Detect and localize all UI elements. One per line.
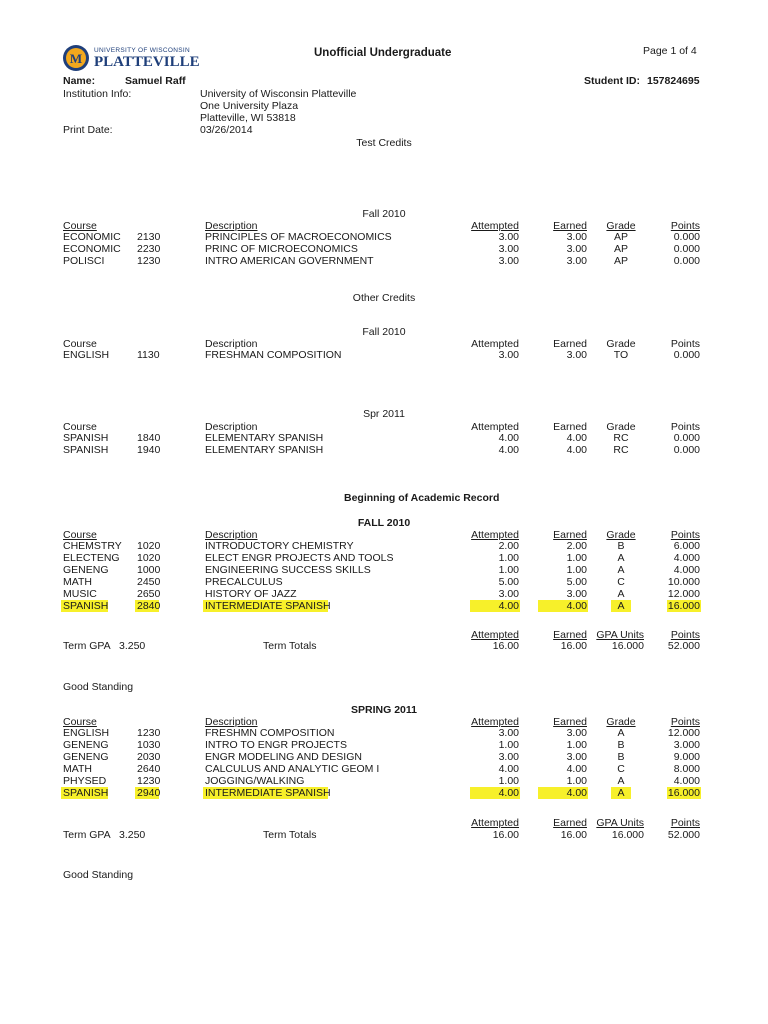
course-points: 10.000 <box>667 576 700 588</box>
totals-header-gpa-units: GPA Units <box>596 629 644 641</box>
course-description: HISTORY OF JAZZ <box>205 588 297 600</box>
course-points: 16.000 <box>667 600 700 612</box>
course-subject: ENGLISH <box>63 727 110 739</box>
course-attempted: 3.00 <box>498 751 519 763</box>
course-earned: 4.00 <box>566 444 587 456</box>
course-earned: 4.00 <box>566 787 587 799</box>
standing-status: Good Standing <box>63 869 134 881</box>
course-attempted: 1.00 <box>498 775 519 787</box>
course-attempted: 3.00 <box>498 243 519 255</box>
student-id-label: Student ID: <box>584 75 640 87</box>
logo-big-text: PLATTEVILLE <box>94 54 200 70</box>
course-points: 6.000 <box>673 540 700 552</box>
course-number: 2450 <box>137 576 161 588</box>
course-grade: RC <box>613 444 629 456</box>
course-subject: SPANISH <box>63 432 109 444</box>
course-attempted: 4.00 <box>498 600 519 612</box>
term-gpa-value: 3.250 <box>119 829 146 841</box>
total-gpa-units: 16.000 <box>611 829 644 841</box>
course-points: 0.000 <box>673 243 700 255</box>
course-description: INTERMEDIATE SPANISH <box>205 600 331 612</box>
course-number: 2650 <box>137 588 161 600</box>
course-earned: 3.00 <box>566 349 587 361</box>
course-points: 16.000 <box>667 787 700 799</box>
course-number: 1230 <box>137 727 161 739</box>
course-earned: 1.00 <box>566 775 587 787</box>
total-attempted: 16.00 <box>492 640 519 652</box>
course-description: INTRO TO ENGR PROJECTS <box>205 739 347 751</box>
course-description: FRESHMAN COMPOSITION <box>205 349 342 361</box>
term-label: FALL 2010 <box>357 517 411 529</box>
course-attempted: 3.00 <box>498 727 519 739</box>
course-earned: 4.00 <box>566 763 587 775</box>
course-subject: PHYSED <box>63 775 107 787</box>
course-attempted: 3.00 <box>498 588 519 600</box>
course-earned: 3.00 <box>566 727 587 739</box>
institution-city: Platteville, WI 53818 <box>200 112 296 124</box>
totals-header-points: Points <box>670 817 700 829</box>
standing-status: Good Standing <box>63 681 134 693</box>
course-description: ENGR MODELING AND DESIGN <box>205 751 362 763</box>
column-header-attempted: Attempted <box>471 529 519 541</box>
column-header-description: Description <box>205 421 258 433</box>
course-subject: MATH <box>63 576 92 588</box>
name-label: Name: <box>63 75 96 87</box>
course-earned: 3.00 <box>566 255 587 267</box>
column-header-course: Course <box>63 338 97 350</box>
course-grade: A <box>617 600 625 612</box>
total-points: 52.000 <box>667 640 700 652</box>
course-points: 0.000 <box>673 444 700 456</box>
column-header-points: Points <box>670 421 700 433</box>
column-header-points: Points <box>670 220 700 232</box>
course-attempted: 3.00 <box>498 255 519 267</box>
course-earned: 3.00 <box>566 588 587 600</box>
column-header-attempted: Attempted <box>471 338 519 350</box>
institution-label: Institution Info: <box>63 88 132 100</box>
course-grade: C <box>617 576 625 588</box>
course-number: 1940 <box>137 444 161 456</box>
course-number: 2940 <box>137 787 161 799</box>
student-name: Samuel Raff <box>125 75 186 87</box>
column-header-description: Description <box>205 529 258 541</box>
course-attempted: 4.00 <box>498 763 519 775</box>
course-points: 0.000 <box>673 432 700 444</box>
course-subject: SPANISH <box>63 600 109 612</box>
course-grade: RC <box>613 432 629 444</box>
course-description: ELECT ENGR PROJECTS AND TOOLS <box>205 552 394 564</box>
column-header-earned: Earned <box>553 338 587 350</box>
column-header-description: Description <box>205 220 258 232</box>
totals-header-attempted: Attempted <box>471 629 519 641</box>
course-earned: 3.00 <box>566 243 587 255</box>
column-header-description: Description <box>205 338 258 350</box>
column-header-course: Course <box>63 529 97 541</box>
course-points: 0.000 <box>673 231 700 243</box>
course-subject: SPANISH <box>63 444 109 456</box>
column-header-attempted: Attempted <box>471 716 519 728</box>
course-subject: CHEMSTRY <box>63 540 122 552</box>
course-earned: 4.00 <box>566 432 587 444</box>
course-points: 12.000 <box>667 727 700 739</box>
section-heading-test-credits: Test Credits <box>356 137 412 149</box>
column-header-earned: Earned <box>553 220 587 232</box>
course-attempted: 4.00 <box>498 444 519 456</box>
course-attempted: 1.00 <box>498 552 519 564</box>
course-grade: AP <box>613 231 628 243</box>
course-subject: GENENG <box>63 751 109 763</box>
course-earned: 1.00 <box>566 552 587 564</box>
course-grade: C <box>617 763 625 775</box>
totals-header-gpa-units: GPA Units <box>596 817 644 829</box>
course-points: 0.000 <box>673 255 700 267</box>
column-header-points: Points <box>670 338 700 350</box>
column-header-earned: Earned <box>553 716 587 728</box>
column-header-grade: Grade <box>606 421 636 433</box>
course-grade: TO <box>613 349 629 361</box>
course-grade: AP <box>613 243 628 255</box>
term-gpa-value: 3.250 <box>119 640 146 652</box>
column-header-grade: Grade <box>606 338 636 350</box>
total-attempted: 16.00 <box>492 829 519 841</box>
course-number: 2130 <box>137 231 161 243</box>
section-heading-academic-record: Beginning of Academic Record <box>344 492 500 504</box>
course-grade: B <box>617 540 625 552</box>
course-description: PRINCIPLES OF MACROECONOMICS <box>205 231 392 243</box>
totals-header-earned: Earned <box>553 629 587 641</box>
totals-header-earned: Earned <box>553 817 587 829</box>
column-header-earned: Earned <box>553 421 587 433</box>
total-earned: 16.00 <box>560 640 587 652</box>
course-attempted: 4.00 <box>498 787 519 799</box>
total-points: 52.000 <box>667 829 700 841</box>
course-earned: 4.00 <box>566 600 587 612</box>
course-number: 1230 <box>137 255 161 267</box>
term-label: SPRING 2011 <box>351 704 417 716</box>
institution-name: University of Wisconsin Platteville <box>200 88 357 100</box>
course-grade: A <box>617 787 625 799</box>
column-header-course: Course <box>63 421 97 433</box>
course-description: ELEMENTARY SPANISH <box>205 432 324 444</box>
student-id: 157824695 <box>647 75 700 87</box>
course-description: INTRODUCTORY CHEMISTRY <box>205 540 354 552</box>
totals-header-attempted: Attempted <box>471 817 519 829</box>
course-number: 1020 <box>137 540 161 552</box>
course-attempted: 1.00 <box>498 564 519 576</box>
course-grade: A <box>617 588 625 600</box>
column-header-grade: Grade <box>606 220 636 232</box>
university-logo <box>62 44 202 72</box>
course-points: 0.000 <box>673 349 700 361</box>
course-points: 12.000 <box>667 588 700 600</box>
course-number: 1840 <box>137 432 161 444</box>
page-number: Page 1 of 4 <box>643 45 697 57</box>
course-points: 4.000 <box>673 564 700 576</box>
course-number: 1000 <box>137 564 161 576</box>
course-earned: 5.00 <box>566 576 587 588</box>
course-grade: AP <box>613 255 628 267</box>
course-description: INTERMEDIATE SPANISH <box>205 787 331 799</box>
course-points: 9.000 <box>673 751 700 763</box>
column-header-attempted: Attempted <box>471 220 519 232</box>
course-grade: B <box>617 739 625 751</box>
course-subject: GENENG <box>63 564 109 576</box>
course-attempted: 2.00 <box>498 540 519 552</box>
page-title: Unofficial Undergraduate <box>314 47 452 59</box>
course-subject: ECONOMIC <box>63 231 121 243</box>
course-points: 8.000 <box>673 763 700 775</box>
column-header-points: Points <box>670 716 700 728</box>
total-gpa-units: 16.000 <box>611 640 644 652</box>
course-number: 1030 <box>137 739 161 751</box>
column-header-course: Course <box>63 716 97 728</box>
column-header-grade: Grade <box>606 529 636 541</box>
course-earned: 1.00 <box>566 564 587 576</box>
course-subject: MUSIC <box>63 588 97 600</box>
course-number: 2030 <box>137 751 161 763</box>
course-subject: POLISCI <box>63 255 105 267</box>
course-grade: A <box>617 727 625 739</box>
course-points: 3.000 <box>673 739 700 751</box>
course-number: 2230 <box>137 243 161 255</box>
course-subject: ENGLISH <box>63 349 110 361</box>
course-earned: 2.00 <box>566 540 587 552</box>
course-subject: SPANISH <box>63 787 109 799</box>
course-grade: A <box>617 564 625 576</box>
column-header-points: Points <box>670 529 700 541</box>
course-grade: A <box>617 775 625 787</box>
column-header-course: Course <box>63 220 97 232</box>
course-number: 1130 <box>137 349 160 361</box>
course-number: 1230 <box>137 775 161 787</box>
term-totals-label: Term Totals <box>263 829 317 841</box>
term-label: Fall 2010 <box>362 326 406 338</box>
print-date: 03/26/2014 <box>200 124 253 136</box>
term-label: Fall 2010 <box>362 208 406 220</box>
totals-header-points: Points <box>670 629 700 641</box>
course-points: 4.000 <box>673 552 700 564</box>
course-subject: ELECTENG <box>63 552 120 564</box>
course-number: 1020 <box>137 552 161 564</box>
course-attempted: 3.00 <box>498 349 519 361</box>
total-earned: 16.00 <box>560 829 587 841</box>
course-description: JOGGING/WALKING <box>205 775 305 787</box>
course-description: ENGINEERING SUCCESS SKILLS <box>205 564 371 576</box>
course-attempted: 4.00 <box>498 432 519 444</box>
column-header-earned: Earned <box>553 529 587 541</box>
term-label: Spr 2011 <box>363 408 405 420</box>
course-earned: 3.00 <box>566 751 587 763</box>
course-earned: 3.00 <box>566 231 587 243</box>
course-description: PRECALCULUS <box>205 576 283 588</box>
course-description: CALCULUS AND ANALYTIC GEOM I <box>205 763 380 775</box>
course-earned: 1.00 <box>566 739 587 751</box>
print-date-label: Print Date: <box>63 124 113 136</box>
section-heading-other-credits: Other Credits <box>352 292 416 304</box>
course-grade: B <box>617 751 625 763</box>
course-subject: GENENG <box>63 739 109 751</box>
course-attempted: 5.00 <box>498 576 519 588</box>
course-attempted: 1.00 <box>498 739 519 751</box>
course-description: ELEMENTARY SPANISH <box>205 444 324 456</box>
svg-text:M: M <box>69 51 83 66</box>
logo-small-text: UNIVERSITY OF WISCONSIN <box>94 47 190 54</box>
course-subject: ECONOMIC <box>63 243 121 255</box>
term-gpa-label: Term GPA <box>63 640 111 652</box>
term-gpa-label: Term GPA <box>63 829 111 841</box>
course-points: 4.000 <box>673 775 700 787</box>
course-subject: MATH <box>63 763 92 775</box>
course-number: 2640 <box>137 763 161 775</box>
course-grade: A <box>617 552 625 564</box>
institution-address: One University Plaza <box>200 100 299 112</box>
column-header-description: Description <box>205 716 258 728</box>
column-header-grade: Grade <box>606 716 636 728</box>
course-description: INTRO AMERICAN GOVERNMENT <box>205 255 374 267</box>
course-description: FRESHMN COMPOSITION <box>205 727 335 739</box>
course-attempted: 3.00 <box>498 231 519 243</box>
course-number: 2840 <box>137 600 161 612</box>
course-description: PRINC OF MICROECONOMICS <box>205 243 358 255</box>
term-totals-label: Term Totals <box>263 640 317 652</box>
column-header-attempted: Attempted <box>471 421 519 433</box>
